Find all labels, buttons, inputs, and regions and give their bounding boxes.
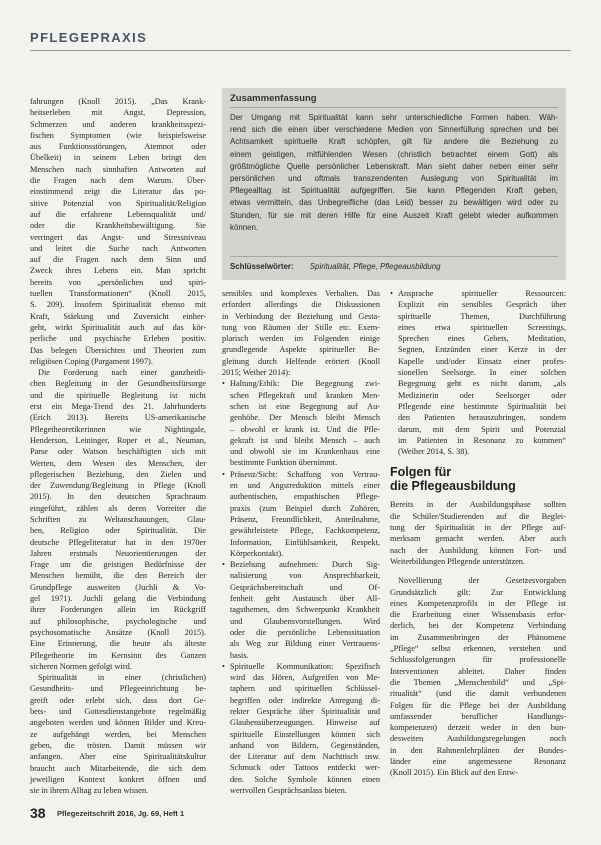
abstract-text-line: Pflegealltag ist Spiritualität aufgegriffen. Sie kann Pflegenden Kraft geben, (230, 186, 558, 196)
text-line: praxis (zum Beispiel durch Zuhören, (230, 503, 380, 513)
bullet-item (222, 378, 380, 468)
text-line: eines Kompetenzprofils in der Pflege ist (390, 598, 566, 608)
text-line: (Knoll 2015). Ein Blick auf den Entw- (390, 768, 518, 778)
text-line: (Weiher 2014, S. 38). (398, 447, 470, 457)
text-line: Übelkeit) in seinem Leben bringt den (30, 153, 206, 163)
text-line: Schmerzen und anderen krankheitsspezi- (30, 119, 206, 129)
text-line: merksam gemacht werden. Aber auch (390, 534, 566, 544)
text-line: braucht auch Mitarbeitende, die sich dem (30, 763, 206, 773)
text-line: oder die Krankheitsbewältigung. Sie (30, 221, 206, 231)
text-line: psychosomatische Ansätze (Knoll 2015). (30, 627, 206, 637)
text-line: tagsthemen, den Schwerpunkt Krankheit (230, 605, 380, 615)
text-line: tung von Räumen der Stille etc. Exem- (222, 322, 380, 332)
abstract-text-line: Stunden, für sie mit deren Hilfe für eine Auszeit Kraft gelebt wieder aufkommen (230, 210, 558, 220)
text-line: Die Forderung nach einer ganzheitli- (38, 368, 206, 378)
text-line: Pflegetheorie im Kernsinn des Ganzen (30, 650, 206, 660)
text-line: gewährleistete Pflege, Fachkompetenz, (230, 526, 380, 536)
paragraph (390, 575, 566, 778)
text-line: wertvollen Gesprächsanlass bieten. (230, 786, 347, 796)
text-line: der Zuwendung/Begleitung in Pflege (Knoll (30, 481, 206, 491)
text-line: die Themen „Menschenbild“ und „Spi- (390, 677, 566, 687)
text-line: bereits von „persönlichen und spiri- (30, 277, 206, 287)
text-line: Spirituelle Kommunikation: Spezifisch (230, 661, 380, 671)
text-line: Pflegetheoretikerinnen wie Nightingale, (30, 424, 206, 434)
abstract-text-line: einem geistigen, mitfühlenden Wesen (christlich betrachtet einem Gott) als (230, 149, 558, 159)
text-line: im Zusammenbringen der Phänomene (390, 632, 566, 642)
text-line: gekraft ist und bleibt Mensch – auch (230, 435, 380, 445)
text-line: schen ist eine Begegnung auf Au- (230, 401, 380, 411)
text-line: sensibles und komplexes Verhalten. Das (222, 289, 380, 298)
text-line: Glaubensüberzeugungen. Hinweise auf (230, 718, 380, 728)
paragraph (222, 288, 380, 378)
header-divider (30, 50, 571, 51)
text-line: eines etwa spirituellen Screenings, (398, 322, 566, 332)
text-line: und leitet die Suche nach Antworten (30, 243, 206, 253)
abstract-text-line: Der Umgang mit Spiritualität kann sehr unterschiedliche Formen haben. Wäh- (230, 113, 558, 122)
text-line: 2015). In den deutschen Sprachraum (30, 492, 206, 502)
text-line: derlich, bei der Kompetenz Verbindung (390, 621, 566, 631)
text-line: Haltung/Ethik: Die Begegnung zwi- (230, 379, 380, 389)
text-line: in Verbindung der Beziehung und Gesta- (222, 311, 380, 321)
text-line: Bereits in der Ausbildungsphase sollten (390, 500, 566, 510)
text-line: authentischen, empathischen Pflege- (230, 492, 380, 502)
text-line: und obwohl sie im Krankenhaus eine (230, 447, 380, 457)
text-line: Weiterbildungen Pflegende unterstützen. (390, 556, 526, 566)
left-column (30, 96, 206, 796)
text-line: perliche und psychische Erleben positiv. (30, 334, 206, 344)
text-line: auf die erfahrene Lebensqualität und/ (30, 209, 206, 219)
text-line: Werten, dem Wesen des Menschen, der (30, 458, 206, 468)
text-line: S. 209). Insofern Spiritualität ebenso mit (30, 300, 206, 310)
text-line: Pflegende eine bestimmte Spiritualität bei (398, 401, 566, 411)
text-line: spirituelle Einstellungen können sich (230, 729, 380, 739)
text-line: taphern und spirituellen Schlüssel- (230, 684, 380, 694)
text-line: Menschen nach sinnhaften Antworten auf (30, 164, 206, 174)
text-line: Ansprache spiritueller Ressourcen: (398, 289, 566, 298)
text-line: Frage um die geistigen Bedürfnisse der (30, 560, 206, 570)
text-line: den. Solche Symbole können einen (230, 774, 380, 784)
text-line: plarisch werden im Folgenden einige (222, 334, 380, 344)
text-line: umfassender beruflicher Handlungs- (390, 711, 566, 721)
text-line: gleitung durch Helfende erörtert (Knoll (222, 356, 380, 366)
text-line: Körperkontakt). (230, 548, 284, 558)
abstract-text-line: größtmögliche Quelle persönlicher Lebenskraft. Man sieht daher neben einer sehr (230, 161, 558, 171)
abstract-body (230, 112, 558, 234)
text-line: Kraft, Stärkung und Zuversicht einher- (30, 311, 206, 321)
text-line: verringert das Angst- und Stressniveau (30, 232, 206, 242)
text-line: Schriften zu Weltanschauungen, Glau- (30, 514, 206, 524)
keywords-label: Schlüsselwörter: (230, 262, 294, 271)
text-line: Grundpflege ausweiten (Juchli & Vo- (30, 582, 206, 592)
text-line: genhöhe. Der Mensch bleibt Mensch (230, 413, 380, 423)
text-line: sicheren Normen gefolgt wird. (30, 661, 132, 671)
text-line: en und Angstreduktion mittels einer (230, 481, 380, 491)
text-line: ben, Religion oder Spiritualität. Die (30, 526, 206, 536)
text-line: die Fragen nach dem Warum. Über- (30, 176, 206, 186)
text-line: sionellen Seelsorge. In einer solchen (398, 368, 566, 378)
text-line: nach der Ausbildung können Fort- und (390, 545, 566, 555)
text-line: jeweiligen Kontext konkret öffnen und (30, 774, 206, 784)
text-line: desweiten Ausbildungsregelungen noch (390, 734, 566, 744)
text-line: ze aufgehängt werden, bei Menschen (30, 729, 206, 739)
text-line: darum, mit dem Spirit und Potenzial (398, 424, 566, 434)
keywords-row (230, 256, 558, 272)
text-line: Gesprächsbereitschaft und Of- (230, 582, 380, 592)
bullet-item (222, 661, 380, 797)
abstract-title: Zusammenfassung (230, 92, 558, 108)
middle-column (222, 288, 380, 796)
text-line: in den Rahmenlehrplänen der Bundes- (390, 745, 566, 755)
text-line: Grundsätzlich gilt: Zur Entwicklung (390, 587, 566, 597)
page-number: 38 (30, 805, 46, 821)
text-line: fischen Symptomen (wie beispielsweise (30, 130, 206, 140)
text-line: Eine Erinnerung, die heute als älteste (30, 639, 206, 649)
text-line: fahrungen (Knoll 2015). „Das Krank- (30, 97, 206, 106)
text-line: Begegnung geht es nicht darum, „als (398, 379, 566, 389)
text-line: fenheit geht Austausch über All- (230, 594, 380, 604)
text-line: „Pflege“ selbst erkennen, verstehen und (390, 644, 566, 654)
text-line: anhand von Bildern, Gegenständen, (230, 740, 380, 750)
abstract-text-line: persönlichen und oftmals transzendenten Auslegung von Spiritualität im (230, 173, 558, 183)
text-line: die Erarbeitung einer Wissensbasis erfor- (390, 610, 566, 620)
text-line: Segnen, Entzünden einer Kerze in der (398, 345, 566, 355)
text-line: religiösen Coping (Pargament 1997). (30, 356, 153, 366)
bullet-marker: • (222, 469, 225, 479)
text-line: heitserleben mit Angst, Depression, (30, 108, 206, 118)
text-line: auf philosophische, psychologische und (30, 616, 206, 626)
text-line: und Glaubensvorstellungen. Wird (230, 616, 380, 626)
text-line: Jahren erstmals Neuorientierungen der (30, 548, 206, 558)
text-line: und die spirituelle Begleitung ist nicht (30, 390, 206, 400)
text-line: einstimmend zeigt die Literatur das po- (30, 187, 206, 197)
text-line: Präsenz/Sicht: Schaffung von Vertrau- (230, 469, 380, 479)
text-line: gel 1971). Juchli gelang die Verbindung (30, 594, 206, 604)
keywords-values: Spiritualität, Pflege, Pflegeausbildung (309, 262, 441, 271)
text-line: tung der Spiritualität in der Pflege auf- (390, 523, 566, 533)
text-line: eingeführt, zählen als deren Vorreiter die (30, 503, 206, 513)
text-line: chen Begleitung in der Gesundheitsfürsorge (30, 379, 206, 389)
bullet-item (222, 559, 380, 661)
text-line: den Patienten herauszubringen, sondern (398, 413, 566, 423)
bullet-marker: • (222, 379, 225, 389)
text-line: begriffen oder indirekte Anregung di- (230, 695, 380, 705)
text-line: bets- und Gottesdienstangebote regelmäßig (30, 707, 206, 717)
text-line: grundlegende Aspekte spiritueller Be- (222, 345, 380, 355)
bullet-item (390, 288, 566, 457)
text-line: spirituelle Themen, Durchführung (398, 311, 566, 321)
text-line: Schlussfolgerungen für professionelle (390, 655, 566, 665)
paragraph (30, 367, 206, 672)
text-line: aus Funktionsstörungen, Atemnot oder (30, 142, 206, 152)
section-heading (390, 465, 566, 493)
text-line: Parse oder Watson beschäftigten sich mit (30, 447, 206, 457)
right-column (390, 288, 566, 779)
abstract-text-line: Achtsamkeit spirituelle Kraft schöpfen, gilt für andere die Beziehung zu (230, 137, 558, 147)
text-line: pflegerischen Beziehung, den Zielen und (30, 469, 206, 479)
text-line: wird das Hören, Aufgreifen von Me- (230, 673, 380, 683)
text-line: ritualität“ (und die damit verbundenen (390, 689, 566, 699)
text-line: angeboten werden und können Bilder und Kreu- (30, 718, 206, 728)
text-line: 2015; Weiher 2014): (222, 368, 291, 378)
text-line: Medizinerin oder Seelsorger oder (398, 390, 566, 400)
text-line: Sprechen eines Gebets, Meditation, (398, 334, 566, 344)
text-line: Explizit ein sensibles Gespräch über (398, 300, 566, 310)
text-line: im Patienten in Resonanz zu kommen“ (398, 435, 566, 445)
text-line: Henderson, Leininger, Roper et al., Neuman, (30, 435, 206, 445)
text-line: länder eine angemessene Resonanz (390, 756, 566, 766)
text-line: die Schüler/Studierenden auf die Beglei- (390, 511, 566, 521)
text-line: basis. (230, 650, 249, 660)
bullet-marker: • (222, 560, 225, 570)
text-line: anfangen. Aber eine Spiritualitätskultur (30, 752, 206, 762)
abstract-text-line: rend sich die einen über verschiedene Medien von Sinnerfüllung sprechen und bei (230, 125, 558, 135)
bullet-marker: • (390, 289, 393, 298)
text-line: Spiritualität in einer (christlichen) (38, 673, 206, 683)
paragraph (390, 499, 566, 567)
abstract-text-line: können. (230, 222, 259, 232)
text-line: Menschen bemüht, die den Bereich der (30, 571, 206, 581)
text-line: erst ein Mega-Trend des 21. Jahrhunderts (30, 402, 206, 412)
text-line: Kapelle und/oder Einsatz einer profes- (398, 356, 566, 366)
text-line: greift oder erlebt sich, dass dort Ge- (30, 695, 206, 705)
text-line: (Erich 2013). Bereits US-amerikanische (30, 413, 206, 423)
text-line: Schmuck oder Tattoos entdeckt wer- (230, 763, 380, 773)
text-line: schen Pflegekraft und kranken Men- (230, 390, 380, 400)
text-line: geht, wirkt Spiritualität auch auf das kör- (30, 322, 206, 332)
text-line: sitive Potenzial von Spiritualität/Religion (30, 198, 206, 208)
text-line: Zweck ihres Lebens ein. Man spricht (30, 266, 206, 276)
text-line: ihrer Forderungen allein im Rückgriff (30, 605, 206, 615)
text-line: Folgen für die Pflege bei der Ausbildung (390, 700, 566, 710)
text-line: auf die Fragen nach dem Sinn und (30, 255, 206, 265)
text-line: Gesundheits- und Pflegeeinrichtung be- (30, 684, 206, 694)
text-line: Das belegen Übersichten und Theorien zum (30, 345, 206, 355)
abstract-box (222, 88, 566, 280)
text-line: erfordert allerdings die Diskussionen (222, 300, 380, 310)
text-line: oder die persönliche Lebenssituation (230, 627, 380, 637)
text-line: nalisierung von Ansprechbarkeit, (230, 571, 380, 581)
text-line: Interventionen ableitet. Daher finden (390, 666, 566, 676)
text-line: bestimmte Funktion übernimmt. (230, 458, 338, 468)
text-line: Information, Einfühlsamkeit, Respekt, (230, 537, 380, 547)
text-line: geben, die trösten. Damit müssen wir (30, 740, 206, 750)
text-line: – obwohl er krank ist. Und die Pfle- (230, 424, 380, 434)
heading-line: Folgen für (390, 465, 452, 480)
bullet-item (222, 469, 380, 559)
text-line: Novellierung der Gesetzesvorgaben (398, 576, 566, 586)
abstract-text-line: etwas vermitteln, das Unbegreifliche (das Leid) besser zu bewältigen wird oder zu (230, 198, 558, 208)
paragraph (30, 96, 206, 367)
section-header: PFLEGEPRAXIS (30, 30, 148, 45)
heading-line: die Pflegeausbildung (390, 479, 516, 494)
paragraph (30, 672, 206, 796)
text-line: Beziehung aufnehmen: Durch Sig- (230, 560, 380, 570)
journal-citation: Pflegezeitschrift 2016, Jg. 69, Heft 1 (57, 809, 185, 818)
text-line: der Literatur auf dem Nachttisch usw. (230, 752, 380, 762)
text-line: Präsenz, Freundlichkeit, Anteilnahme, (230, 514, 380, 524)
text-line: als Weg zur Bildung einer Vertrauens- (230, 639, 380, 649)
text-line: rekter Gespräche über Spiritualität und (230, 706, 380, 716)
text-line: deutsche Pflegeliteratur hat in den 1970er (30, 537, 206, 547)
text-line: kompetenzen) derzeit weder in den bun- (390, 723, 566, 733)
text-line: sie in ihrem Alltag zu leben wissen. (30, 786, 149, 796)
bullet-marker: • (222, 661, 225, 671)
text-line: tuellen Transformationen“ (Knoll 2015, (30, 289, 206, 299)
